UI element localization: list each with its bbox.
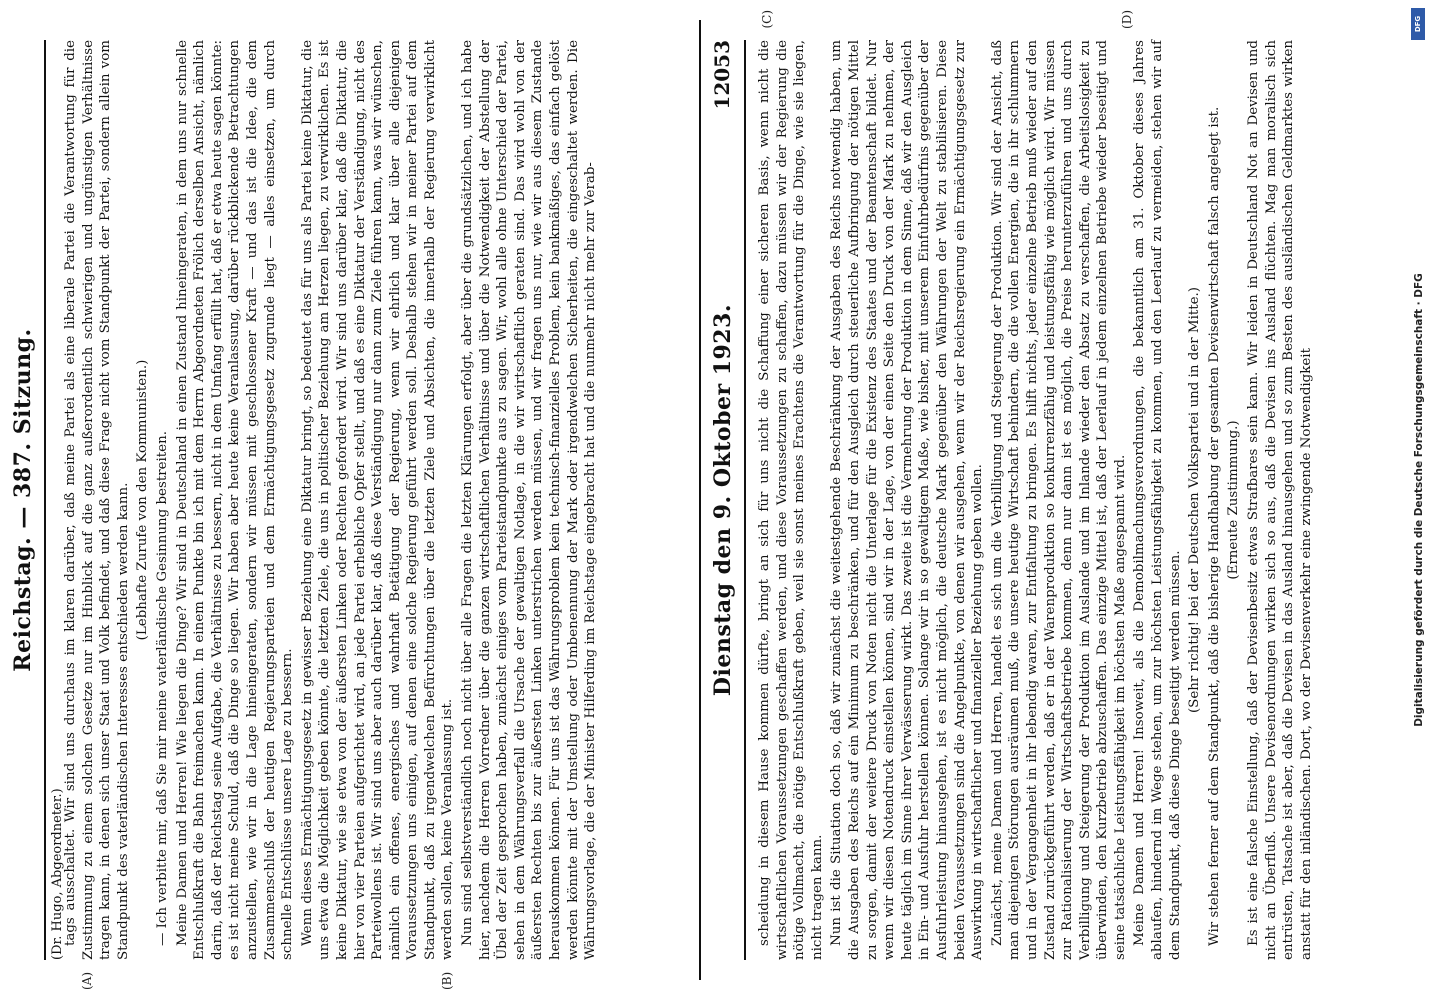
paragraph: tags ausschaltet. Wir sind uns durchaus im klaren darüber, daß meine Partei als eine liberale Partei die Verantwortung für die Zustimmung zu einem solchen Gesetze nur im Hinblick auf die ganz außerordentlich schwierigen und ungünstigen Verhältnisse tragen kann, in denen sich unser Staat und Volk befindet, und daß diese Frage nicht vom Standpunkt der Partei, sondern allein vom Standpunkt des vaterländischen Interesses entschieden werden kann. [63,40,131,960]
interjection: (Sehr richtig! bei der Deutschen Volkspartei und in der Mitte.) [1187,286,1203,714]
column-divider [699,20,701,980]
right-column [700,0,1400,1000]
margin-letter-a: (A) [80,971,94,990]
paragraph: Nun ist die Situation doch so, daß wir zunächst die weitestgehende Beschränkung der Ausgaben des Reichs notwendig haben, um die Ausgaben des Reichs auf ein Minimum zu beschränken, und für den Ausgleich durch steuerliche Aufbringung der nötigen Mittel zu sorgen, damit der weitere Druck von Noten nicht die Unterlage für die Existenz des Staates und der Beamtenschaft bildet. Nur wenn wir diesen Notendruck einstellen können, sind wir in der Lage, von der einen Seite den Druck von der Mark zu nehmen, der heute täglich im Sinne ihrer Verwässerung wirkt. Das zweite ist die Vermehrung der Produktion in dem Sinne, daß wir den Ausgleich in Ein- und Ausfuhr herstellen können. Solange wir in so gewaltigem Maße, wie bisher, mit unserem Einfuhrbedürfnis gegenüber der Ausfuhrleistung hinausgehen, ist es nicht möglich, die deutsche Mark gegenüber den Währungen der Welt zu stabilisieren. Diese beiden Voraussetzungen sind die Angelpunkte, von denen wir ausgehen, wenn wir der Reichsregierung ein Ermächtigungsgesetz zur Auswirkung in wirtschaftlicher und finanzieller Beziehung geben wollen. [829,40,986,960]
speaker-line: (Dr. Hugo, Abgeordneter.) [50,788,65,960]
dfg-logo-icon [1411,8,1425,40]
paragraph: Zunächst, meine Damen und Herren, handelt es sich um die Verbilligung und Steigerung der Produktion. Wir sind der Ansicht, daß man diejenigen Störungen ausräumen muß, die unsere heutige Wirtschaft behindern, die die vollen Energien, die in ihr schlummern und in der Vergangenheit in ihr lebendig waren, zur Entfaltung zu bringen. Es hilft nichts, jeder einzelne Betrieb muß wieder auf den Zustand zurückgeführt werden, daß er in der Warenproduktion so konkurrenzfähig und leistungsfähig wie möglich wird. Wir müssen zur Rationalisierung der Wirtschaftsbetriebe kommen, denn nur dann ist es möglich, die Preise herunterzuführen und uns durch Verbilligung und Steigerung der Produktion im Auslande und im Inlande wieder den Absatz zu verschaffen, die Arbeitslosigkeit zu überwinden, den Kurzbetrieb abzuschaffen. Das einzige Mittel ist, daß der Leerlauf in jedem einzelnen Betriebe wieder beseitigt und seine tatsächliche Leistungsfähigkeit im höchsten Maße angespannt wird. [989,40,1128,960]
digitisation-credit [1404,0,1434,1000]
paragraph: — Ich verbitte mir, daß Sie mir meine vaterländische Gesinnung bestreiten. [154,431,170,946]
running-head-right [708,40,746,960]
page-number: 12053 [710,40,734,110]
left-page-half [0,0,700,1000]
session-header: Reichstag. — 387. Sitzung. [10,328,36,672]
left-column-text [62,40,690,960]
paragraph: Meine Damen und Herren! Wie liegen die Dinge? Wir sind in Deutschland in einen Zustand hineingeraten, in dem uns nur schnelle Entschlußkraft die Bahn freimachen kann. In einem Punkte bin ich mit dem Herrn Abgeordneten Frölich derselben Ansicht, nämlich darin, daß der Reichstag seine Aufgabe, die Verhältnisse zu bessern, nicht in dem Umfang erfüllt hat, daß er etwa heute sagen könnte: es ist nicht meine Schuld, daß die Dinge so liegen. Wir haben aber heute keine Veranlassung, darüber rückblickende Betrachtungen anzustellen, wie wir in die Lage hineingeraten, sondern wir müssen mit geschlossener Kraft — und das ist die Idee, die dem Zusammenschluß der heutigen Regierungsparteien und dem Ermächtigungsgesetz zugrunde liegt — alles einsetzen, um durch schnelle Entschlüsse unsere Lage zu bessern. [174,40,296,960]
dfg-logo-text: DFG [1414,15,1422,33]
margin-letter-c: (C) [760,10,774,29]
paragraph: Wenn dieses Ermächtigungsgesetz in gewisser Beziehung eine Diktatur bringt, so bedeutet das für uns als Partei keine Diktatur, die uns etwa die Möglichkeit geben könnte, die letzten Ziele, die uns in politischer Beziehung am Herzen liegen, zu verwirklichen. Es ist keine Diktatur, wie sie etwa von der äußersten Linken oder Rechten gefordert wird. Wir sind uns darüber klar, daß die Diktatur, die hier von vier Parteien aufgerichtet wird, an jede Partei erhebliche Opfer stellt, und daß es eine Diktatur der Verständigung, nicht des Parteiwollens ist. Wir sind uns aber auch darüber klar, daß diese Verständigung nur dann zum Ziele führen kann, was wir wünschen, nämlich ein offenes, energisches und wahrhaft Betätigung der Regierung, wenn wir ehrlich und klar über alle diejenigen Voraussetzungen uns einigen, auf denen eine solche Regierung geführt werden soll. Deshalb stehen wir in meiner Partei auf dem Standpunkt, daß zu irgendwelchen Befürchtungen über die letzten Ziele und Absichten, die innerhalb der Regierung verwirklicht werden sollen, keine Veranlassung ist. [299,40,456,960]
margin-letter-d: (D) [1120,10,1134,29]
paragraph: Meine Damen und Herren! Insoweit, als die Demobilmachungsverordnungen, die bekanntlich am 31. Oktober dieses Jahres ablaufen, hindernd im Wege stehen, um zur höchsten Leistungsfähigkeit zu kommen, und den Leerlauf zu vermeiden, stehen wir auf dem Standpunkt, daß diese Dinge beseitigt werden müssen. [1132,40,1183,960]
right-column-text [756,40,1390,960]
paragraph: Es ist eine falsche Einstellung, daß der Devisenbesitz etwas Strafbares sein kann. Wir leiden in Deutschland Not an Devisen und nicht an Überfluß. Unsere Devisenordnungen wirken sich so aus, daß die Devisen ins Ausland flüchten. Mag man moralisch sich entrüsten, Tatsache ist aber, daß die Devisen in das Ausland hinausgehen und so zum Besten des ausländischen Geldmarktes wirken anstatt für den inländischen. Dort, wo der Devisenverkehr eine zwingende Notwendigkeit [1246,40,1314,960]
right-page-half [700,0,1400,1000]
date-header: Dienstag den 9. Oktober 1923. [710,303,736,697]
credit-text: Digitalisierung gefördert durch die Deutsche Forschungsgemeinschaft · DFG [1413,273,1425,727]
left-column [0,0,700,1000]
paragraph: scheidung in diesem Hause kommen dürfte, bringt an sich für uns nicht die Schaffung einer sicheren Basis, wenn nicht die wirtschaftlichen Voraussetzungen geschaffen werden, und diese Voraussetzungen zu schaffen, dazu müssen wir der Regierung die nötige Vollmacht, die nötige Entschlußkraft geben, weil sie sonst meines Erachtens die Verantwortung für die Dinge, wie sie liegen, nicht tragen kann. [757,40,825,960]
running-head-left [8,40,65,960]
interjection: (Erneute Zustimmung.) [1226,420,1242,580]
paragraph: Nun sind selbstverständlich noch nicht über alle Fragen die letzten Klärungen erfolgt, aber über die grundsätzlichen, und ich habe hier, nachdem die Herren Vorredner über die ganzen wirtschaftlichen Verhältnisse und über die Notwendigkeit der Abstellung der Übel der Zeit gesprochen haben, zunächst einiges vom Parteistandpunkte aus zu sagen. Wir, wohl alle ohne Unterschied der Partei, sehen in dem Währungsverfall die Ursache der gewaltigen Notlage, in die wir wirtschaftlich geraten sind. Das wird wohl von der äußersten Rechten bis zur äußersten Linken unterstrichen werden müssen, und wir fragen uns nur, wie wir aus diesem Zustande herauskommen können. Für uns ist das Währungsproblem kein technisch-finanzielles Problem, kein bankmäßiges, das einfach gelöst werden könnte mit der Umstellung oder Umbenennung der Mark oder irgendwelchen Sicherheiten, die eingeschaltet werden. Die Währungsvorlage, die der Minister Hilferding im Reichstage eingebracht hat und die nunmehr nicht mehr zur Verab- [460,40,599,960]
interjection: (Lebhafte Zurufe von den Kommunisten.) [135,359,151,641]
margin-letter-b: (B) [440,971,454,990]
paragraph: Wir stehen ferner auf dem Standpunkt, daß die bisherige Handhabung der gesamten Devisenwirtschaft falsch angelegt ist. [1206,106,1222,946]
